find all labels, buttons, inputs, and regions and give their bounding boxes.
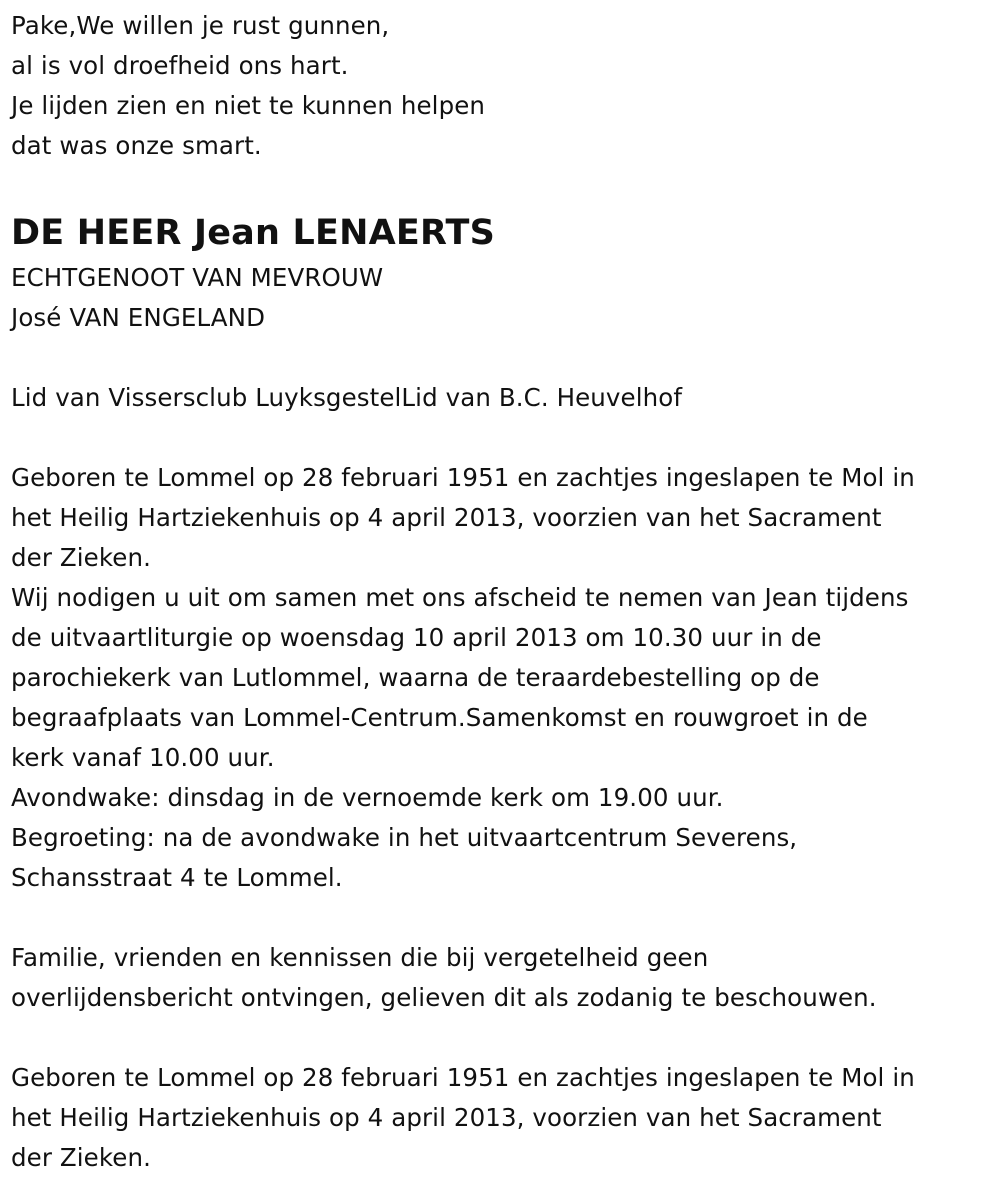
announcement-line: de uitvaartliturgie op woensdag 10 april 2013 om 10.30 uur in de <box>11 623 822 652</box>
announcement-line: Wij nodigen u uit om samen met ons afscheid te nemen van Jean tijdens <box>11 583 909 612</box>
birth-repeat <box>11 1058 991 1178</box>
spouse-label: ECHTGENOOT VAN MEVROUW <box>11 263 384 292</box>
spouse-name: José VAN ENGELAND <box>11 303 266 332</box>
announcement-line: Schansstraat 4 te Lommel. <box>11 863 343 892</box>
spacer <box>11 898 991 938</box>
obituary-document <box>11 6 991 1178</box>
birth-repeat-line: het Heilig Hartziekenhuis op 4 april 2013, voorzien van het Sacrament <box>11 1103 882 1132</box>
spacer <box>11 166 991 208</box>
poem <box>11 6 991 166</box>
memberships: Lid van Vissersclub LuyksgestelLid van B.C. Heuvelhof <box>11 383 683 412</box>
notice <box>11 938 991 1018</box>
announcement-line: Begroeting: na de avondwake in het uitvaartcentrum Severens, <box>11 823 798 852</box>
poem-line: dat was onze smart. <box>11 131 262 160</box>
poem-line: Pake,We willen je rust gunnen, <box>11 11 390 40</box>
announcement-line: het Heilig Hartziekenhuis op 4 april 2013, voorzien van het Sacrament <box>11 503 882 532</box>
announcement <box>11 458 991 898</box>
announcement-line: kerk vanaf 10.00 uur. <box>11 743 275 772</box>
spacer <box>11 418 991 458</box>
announcement-line: Avondwake: dinsdag in de vernoemde kerk om 19.00 uur. <box>11 783 724 812</box>
deceased-block <box>11 208 991 338</box>
birth-repeat-line: Geboren te Lommel op 28 februari 1951 en zachtjes ingeslapen te Mol in <box>11 1063 915 1092</box>
notice-line: Familie, vrienden en kennissen die bij vergetelheid geen <box>11 943 709 972</box>
announcement-line: der Zieken. <box>11 543 151 572</box>
announcement-line: parochiekerk van Lutlommel, waarna de teraardebestelling op de <box>11 663 820 692</box>
deceased-name: DE HEER Jean LENAERTS <box>11 213 496 253</box>
poem-line: al is vol droefheid ons hart. <box>11 51 349 80</box>
spacer <box>11 338 991 378</box>
announcement-line: Geboren te Lommel op 28 februari 1951 en zachtjes ingeslapen te Mol in <box>11 463 915 492</box>
birth-repeat-line: der Zieken. <box>11 1143 151 1172</box>
spacer <box>11 1018 991 1058</box>
poem-line: Je lijden zien en niet te kunnen helpen <box>11 91 486 120</box>
announcement-line: begraafplaats van Lommel-Centrum.Samenkomst en rouwgroet in de <box>11 703 868 732</box>
notice-line: overlijdensbericht ontvingen, gelieven dit als zodanig te beschouwen. <box>11 983 877 1012</box>
